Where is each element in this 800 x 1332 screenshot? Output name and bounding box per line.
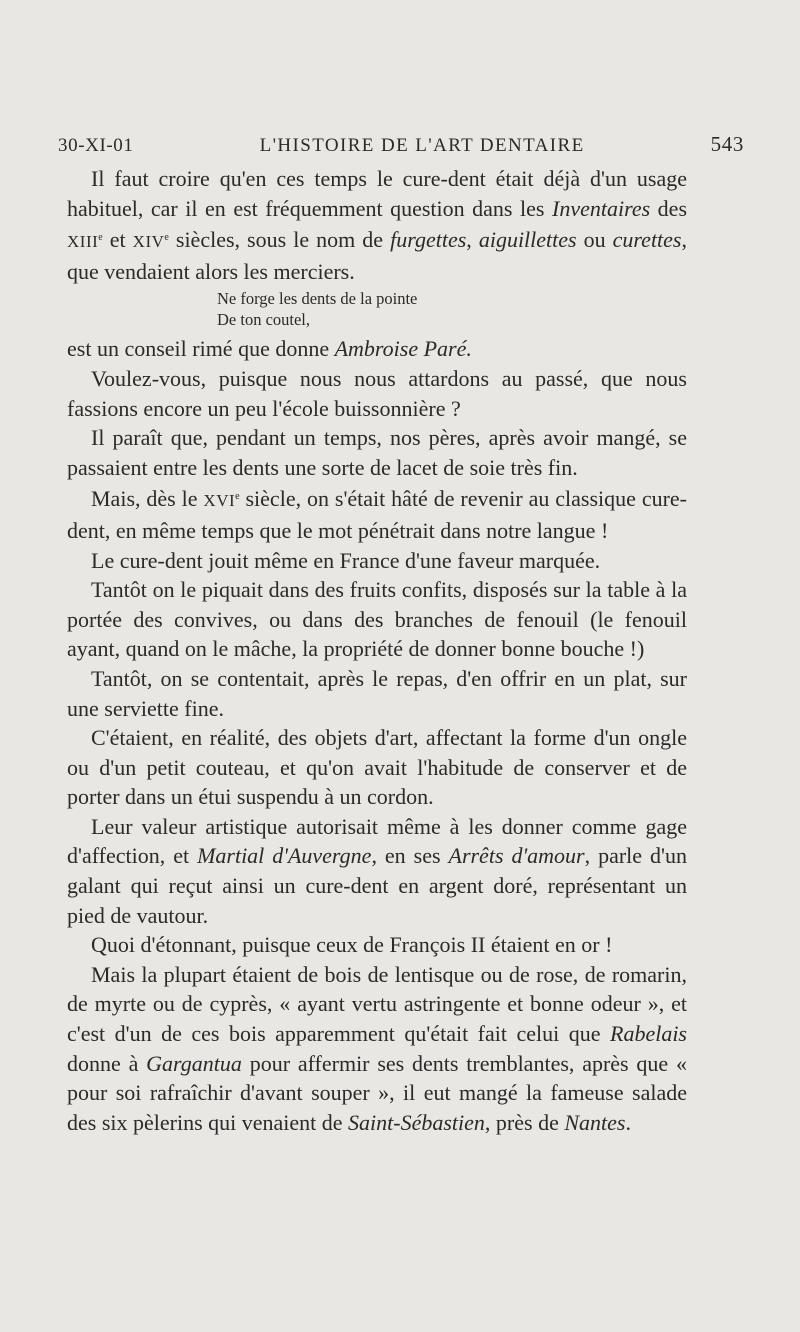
page-body xyxy=(67,164,687,1137)
paragraph-12: Mais la plupart étaient de bois de lentisque ou de rose, de romarin, de myrte ou de cyprès, « ayant vertu astringente et bonne odeur », et c'est d'un de ces bois apparemment qu'était fait celui que Rabelais donne à Gargantua pour affermir ses dents tremblantes, après que « pour soi rafraîchir d'avant souper », il eut mangé la fameuse salade des six pèlerins qui venaient de Saint-Sébastien, près de Nantes. xyxy=(67,961,687,1135)
paragraph-3: Voulez-vous, puisque nous nous attardons au passé, que nous fassions encore un peu l'école buissonnière ? xyxy=(67,365,687,421)
paragraph-8: Tantôt, on se contentait, après le repas, d'en offrir en un plat, sur une serviette fine. xyxy=(67,665,687,721)
running-header xyxy=(58,132,744,157)
header-date: 30-XI-01 xyxy=(58,135,134,156)
paragraph-11: Quoi d'étonnant, puisque ceux de François II étaient en or ! xyxy=(91,932,613,958)
paragraph-1: Il faut croire qu'en ces temps le cure-dent était déjà d'un usage habituel, car il en est fréquemment question dans les Inventaires des XIIIe et XIVe siècles, sous le nom de furgettes, aiguillettes ou curettes, que vendaient alors les merciers. xyxy=(67,166,688,284)
header-title: L'HISTOIRE DE L'ART DENTAIRE xyxy=(259,135,585,156)
paragraph-9: C'étaient, en réalité, des objets d'art, affectant la forme d'un ongle ou d'un petit couteau, et qu'on avait l'habitude de conserver et de porter dans un étui suspendu à un cordon. xyxy=(67,725,687,810)
paragraph-4: Il paraît que, pendant un temps, nos pères, après avoir mangé, se passaient entre les dents une sorte de lacet de soie très fin. xyxy=(67,425,687,480)
paragraph-10: Leur valeur artistique autorisait même à les donner comme gage d'affection, et Martial d'Auvergne, en ses Arrêts d'amour, parle d'un galant qui reçut ainsi un cure-dent en argent doré, représentant un pied de vautour. xyxy=(67,813,687,928)
page-number: 543 xyxy=(710,132,744,156)
verse-line-1: Ne forge les dents de la pointe xyxy=(217,289,418,309)
paragraph-2: est un conseil rimé que donne Ambroise Paré. xyxy=(67,336,472,362)
verse-quote xyxy=(217,288,687,330)
paragraph-7: Tantôt on le piquait dans des fruits confits, disposés sur la table à la portée des convives, ou dans des branches de fenouil (le fenouil ayant, quand on le mâche, la propriété de donner bonne bouche !) xyxy=(67,577,687,662)
paragraph-6: Le cure-dent jouit même en France d'une faveur marquée. xyxy=(91,547,601,573)
paragraph-5: Mais, dès le XVIe siècle, on s'était hâté de revenir au classique cure-dent, en même temps que le mot pénétrait dans notre langue ! xyxy=(67,486,687,543)
verse-line-2: De ton coutel, xyxy=(217,310,311,330)
